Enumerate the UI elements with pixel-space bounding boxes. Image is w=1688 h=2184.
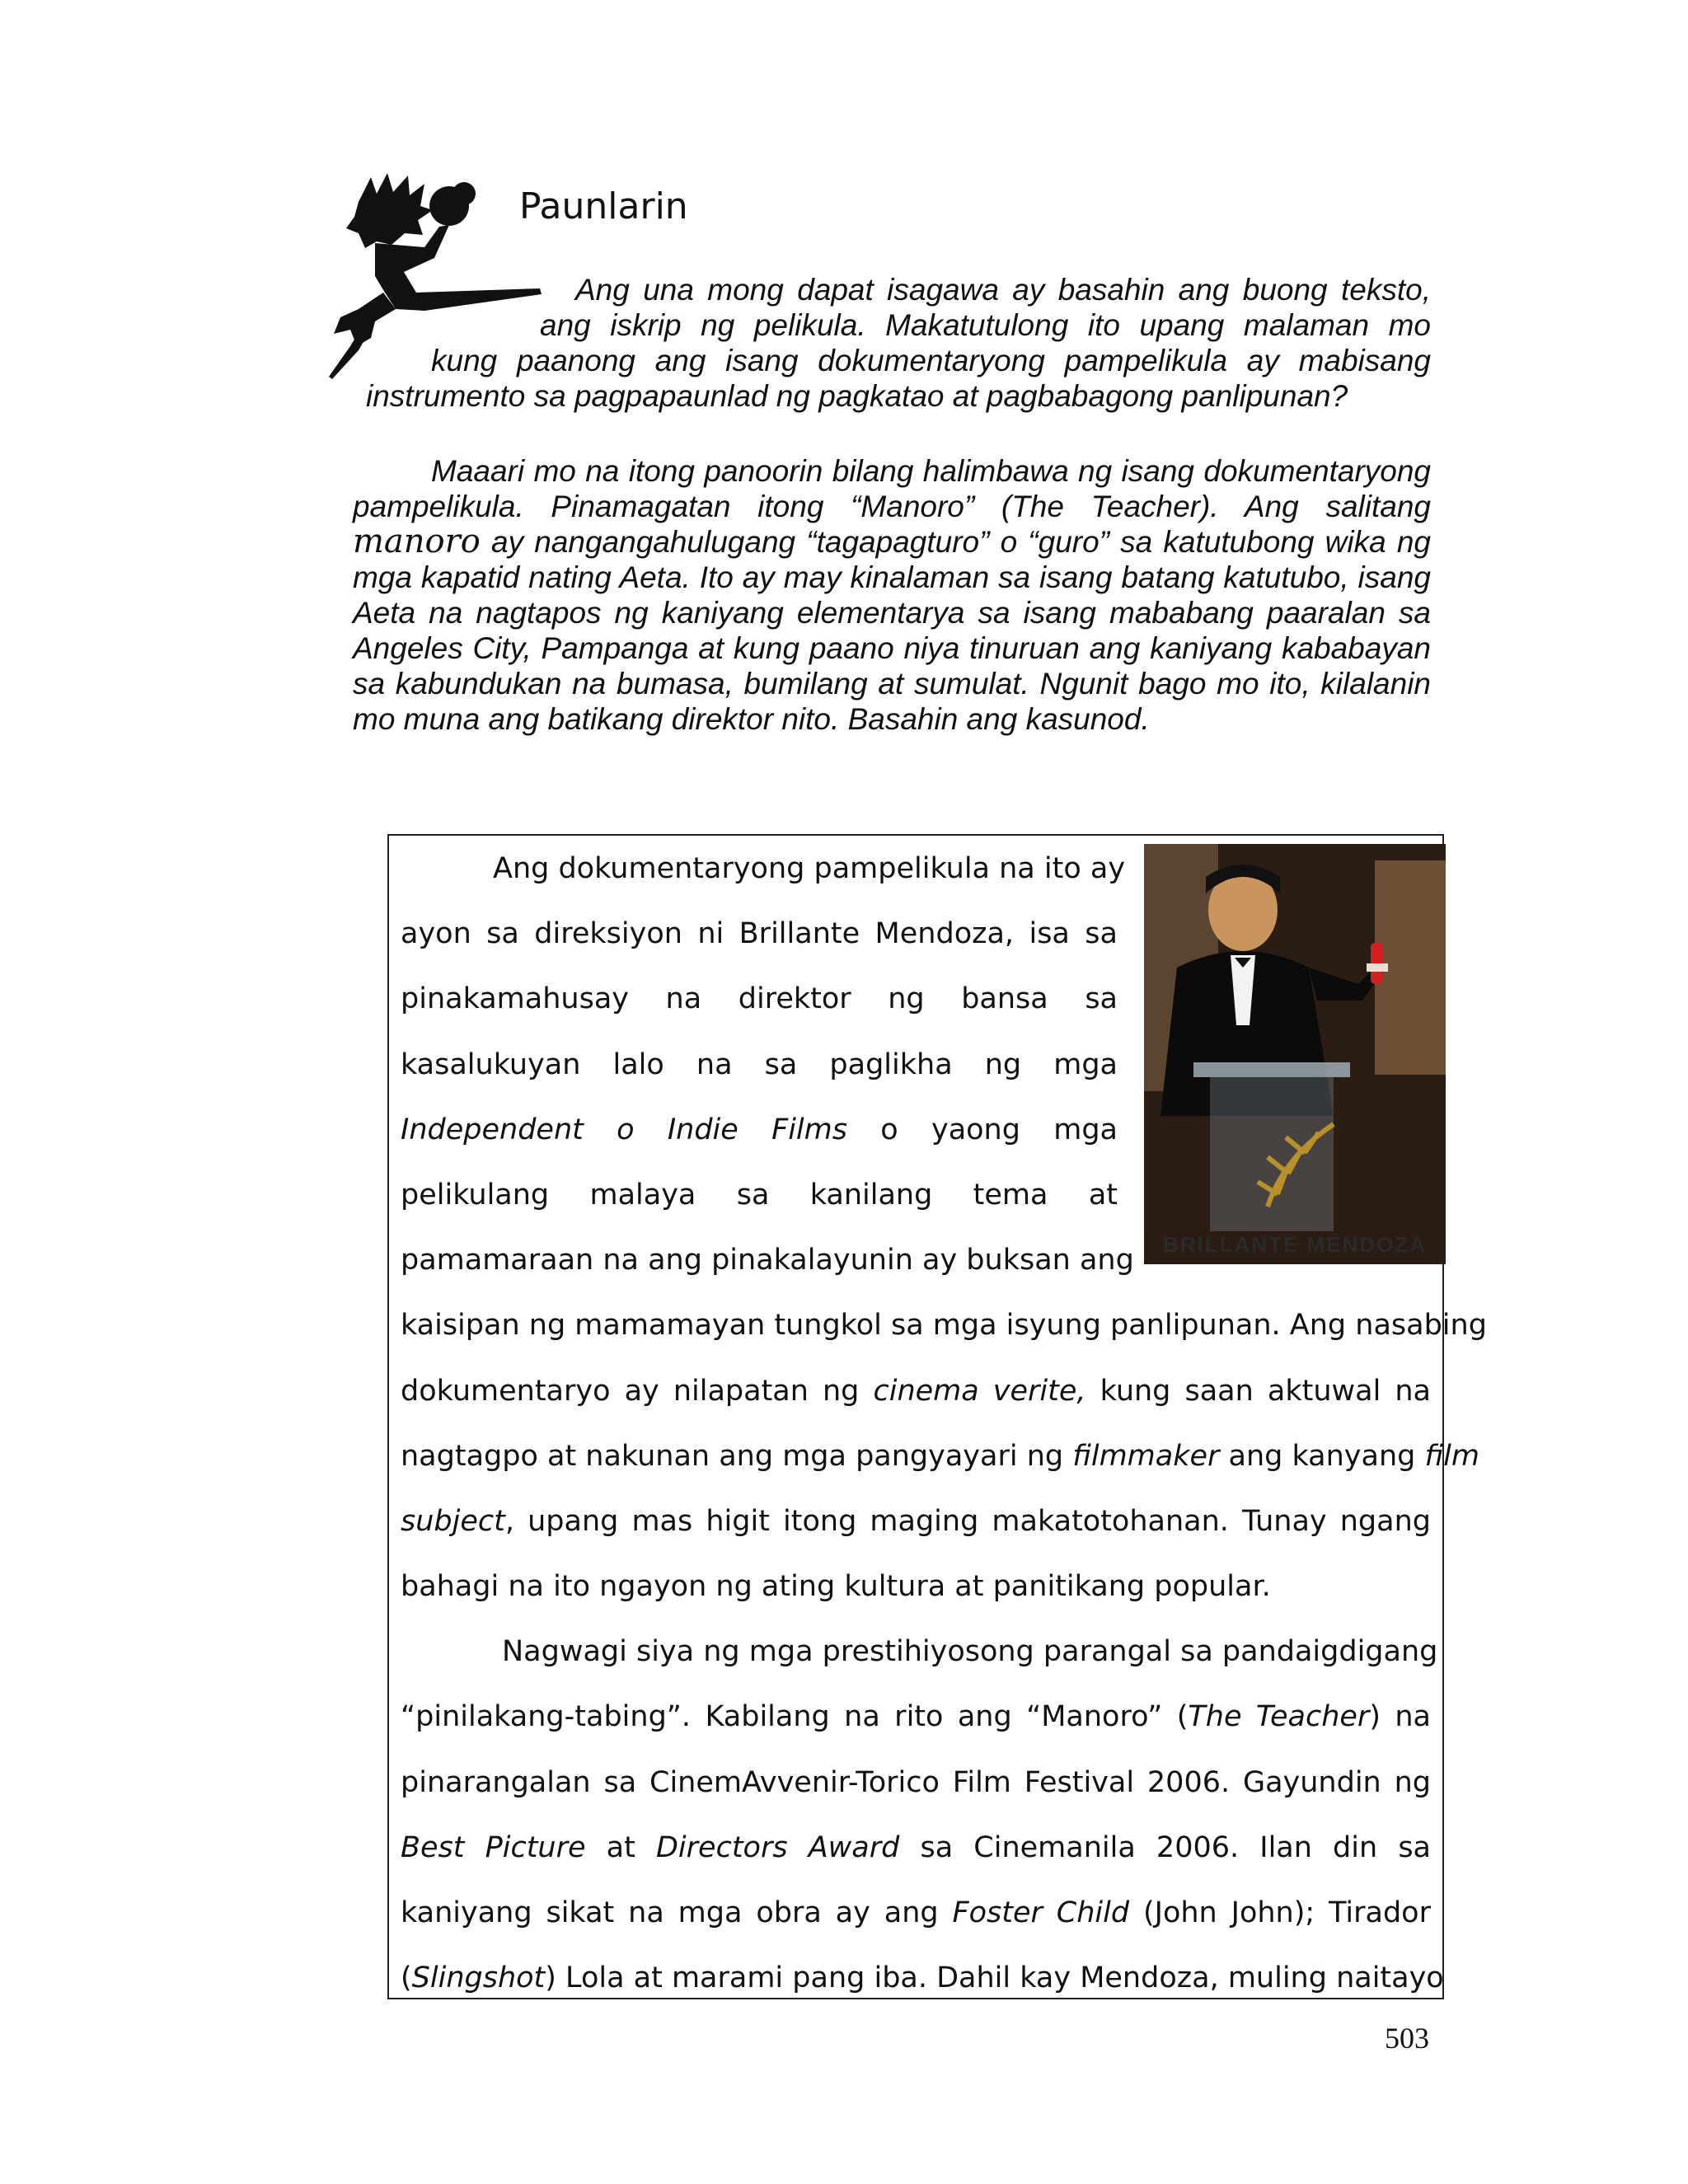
intro-line-4: instrumento sa pagpapaunlad ng pagkatao at pagbabagong panlipunan? <box>366 379 1348 413</box>
box-line: Ang dokumentaryong pampelikula na ito ay <box>493 852 1126 885</box>
box-line: Independent o Indie Films o yaong mga <box>401 1113 1118 1146</box>
box-line: subject, upang mas higit itong maging makatotohanan. Tunay ngang <box>401 1504 1431 1538</box>
box-line: “pinilakang-tabing”. Kabilang na rito ang “Manoro” (The Teacher) na <box>401 1700 1431 1734</box>
manoro-paragraph: Maaari mo na itong panoorin bilang halimbawa ng isang dokumentaryong pampelikula. Pinamagatan itong “Manoro” (The Teacher). Ang salitang manoro ay nangangahulugang “tagapagturo” o “guro” sa katutubong wika ng mga kapatid nating Aeta. Ito ay may kinalaman sa isang batang katutubo, isang Aeta na nagtapos ng kaniyang elementarya sa isang mababang paaralan sa Angeles City, Pampanga at kung paano niya tinuruan ang kaniyang kababayan sa kabundukan na bumasa, bumilang at sumulat. Ngunit bago mo ito, kilalanin mo muna ang batikang direktor nito. Basahin ang kasunod. <box>353 454 1431 736</box>
intro-line-2: ang iskrip ng pelikula. Makatutulong ito upang malaman mo <box>540 308 1431 342</box>
box-line: pinakamahusay na direktor ng bansa sa <box>401 982 1118 1016</box>
intro-line-1: Ang una mong dapat isagawa ay basahin ang buong teksto, <box>575 273 1431 307</box>
section-title: Paunlarin <box>519 185 688 227</box>
photo-caption: BRILLANTE MENDOZA <box>1163 1232 1427 1257</box>
box-line: kasalukuyan lalo na sa paglikha ng mga <box>401 1047 1118 1081</box>
box-line: bahagi na ito ngayon ng ating kultura at panitikang popular. <box>401 1570 1271 1604</box>
box-line: pinarangalan sa CinemAvvenir-Torico Film Festival 2006. Gayundin ng <box>401 1765 1431 1799</box>
director-text <box>401 837 1487 2011</box>
box-line: dokumentaryo ay nilapatan ng cinema verite, kung saan aktuwal na <box>401 1374 1432 1408</box>
box-line: nagtagpo at nakunan ang mga pangyayari ng filmmaker ang kanyang film <box>401 1439 1479 1473</box>
intro-line-3: kung paanong ang isang dokumentaryong pampelikula ay mabisang <box>431 344 1431 377</box>
box-line: pamamaraan na ang pinakalayunin ay buksan ang <box>401 1244 1134 1277</box>
box-line: (Slingshot) Lola at marami pang iba. Dahil kay Mendoza, muling naitayo <box>401 1961 1444 1995</box>
box-line: kaniyang sikat na mga obra ay ang Foster Child (John John); Tirador <box>401 1896 1431 1929</box>
page-number: 503 <box>1385 2022 1429 2055</box>
box-line: pelikulang malaya sa kanilang tema at <box>401 1178 1118 1212</box>
box-line: Best Picture at Directors Award sa Cinemanila 2006. Ilan din sa <box>401 1830 1431 1864</box>
term-manoro: manoro <box>353 523 481 560</box>
box-line: kaisipan ng mamamayan tungkol sa mga isyung panlipunan. Ang nasabing <box>401 1309 1487 1343</box>
box-line: Nagwagi siya ng mga prestihiyosong parangal sa pandaigdigang <box>502 1635 1438 1669</box>
box-line: ayon sa direksiyon ni Brillante Mendoza, isa sa <box>401 917 1118 951</box>
